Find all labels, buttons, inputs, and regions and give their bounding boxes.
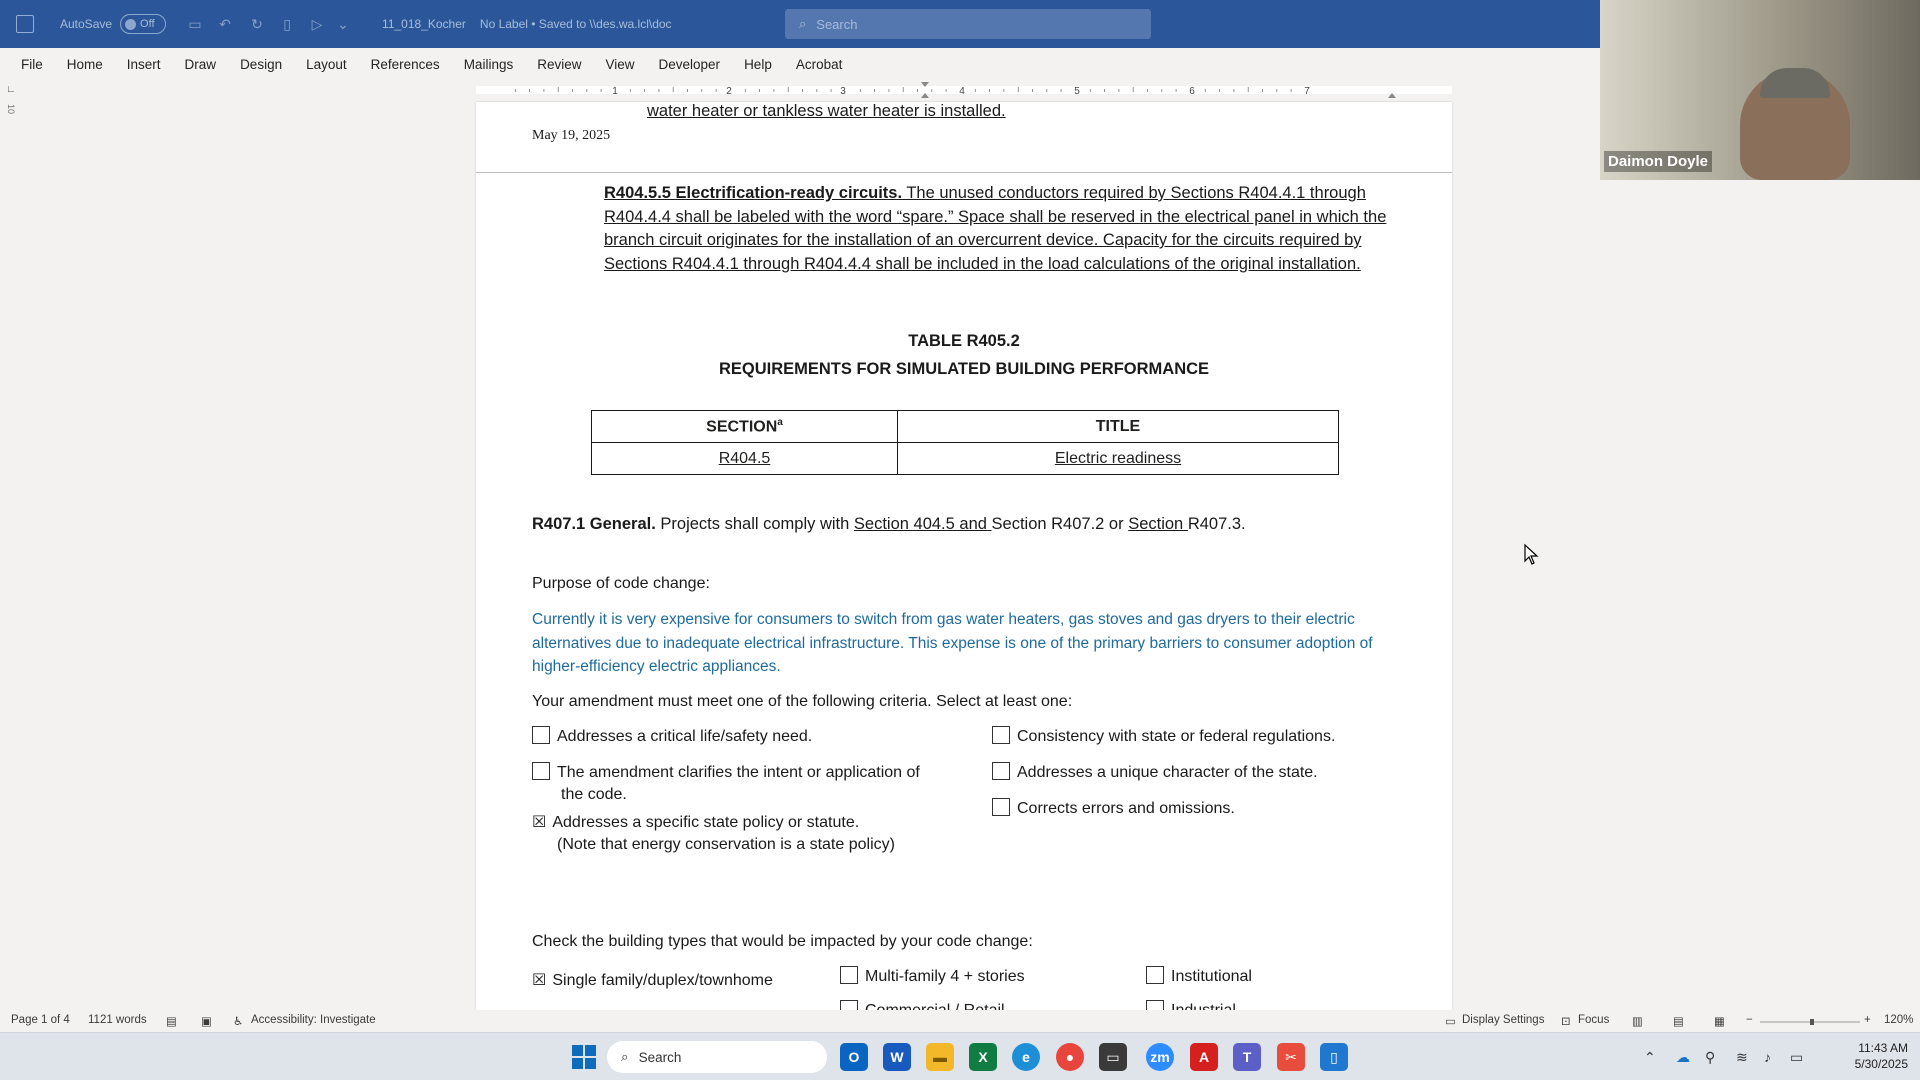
status-bar (0, 1010, 1920, 1032)
new-doc-icon[interactable]: ▯ (283, 16, 291, 32)
display-settings[interactable]: Display Settings (1462, 1014, 1545, 1026)
ribbon-tabs (0, 48, 1600, 80)
vertical-ruler-number: 10 (6, 104, 16, 115)
r4071-text-d: Section (1128, 515, 1188, 533)
title-bar (0, 0, 1600, 48)
network-icon[interactable]: ⚲ (1705, 1049, 1716, 1065)
building-institutional[interactable] (1146, 966, 1252, 988)
criteria-unique[interactable] (992, 762, 1318, 784)
building-multifamily-label: Multi-family 4 + stories (865, 968, 1025, 985)
tab-review[interactable]: Review (537, 56, 582, 72)
taskbar-search[interactable] (607, 1041, 827, 1073)
wifi-icon[interactable]: ≋ (1736, 1049, 1748, 1065)
customize-qat-icon[interactable]: ⌄ (337, 16, 349, 32)
snipping-tool-icon[interactable]: ✂ (1277, 1043, 1305, 1071)
r4071-text-c: Section R407.2 or (991, 515, 1129, 533)
windows-start-icon[interactable] (572, 1045, 596, 1069)
checkbox-unchecked[interactable] (992, 798, 1010, 816)
autosave-label: AutoSave (60, 17, 113, 31)
checkbox-unchecked[interactable] (532, 762, 550, 780)
tray-overflow-icon[interactable]: ⌃ (1644, 1049, 1656, 1065)
checkbox-unchecked[interactable] (992, 762, 1010, 780)
taskbar (0, 1032, 1920, 1080)
zoom-slider-thumb (1810, 1019, 1814, 1025)
purpose-label: Purpose of code change: (532, 575, 710, 592)
undo-icon[interactable]: ↶ (219, 16, 231, 32)
print-layout-icon[interactable]: ▤ (1673, 1016, 1684, 1028)
table-header-section (592, 411, 898, 443)
ruler-number: 5 (1074, 86, 1080, 97)
checkbox-unchecked[interactable] (840, 966, 858, 984)
teams-icon[interactable]: T (1233, 1043, 1261, 1071)
table-row (592, 443, 1339, 475)
tab-draw[interactable]: Draw (184, 56, 217, 72)
zoom-level[interactable]: 120% (1884, 1014, 1914, 1026)
read-aloud-icon[interactable]: ▷ (311, 16, 323, 32)
ruler-number: 6 (1189, 86, 1195, 97)
table-cell-section: R404.5 (592, 443, 898, 475)
criteria-state-policy-note: (Note that energy conservation is a state policy) (557, 836, 895, 853)
criteria-state-policy[interactable] (532, 812, 859, 834)
building-single-family[interactable] (532, 970, 773, 992)
checkbox-unchecked[interactable] (532, 726, 550, 744)
chrome-icon[interactable]: ● (1056, 1043, 1084, 1071)
building-multifamily[interactable] (840, 966, 1025, 988)
purpose-text: Currently it is very expensive for consumers to switch from gas water heaters, gas stoves and gas dryers to their electric alternatives due to inadequate electrical infrastructure. This expense is one of the primary barriers to consumer adoption of higher-efficiency electric appliances. (532, 611, 1373, 675)
building-label: Check the building types that would be impacted by your code change: (532, 933, 1033, 950)
criteria-consistency[interactable] (992, 726, 1335, 748)
participant-name: Daimon Doyle (1604, 151, 1712, 172)
focus-mode[interactable]: Focus (1578, 1014, 1610, 1026)
criteria-consistency-label: Consistency with state or federal regulations. (1017, 728, 1336, 745)
criteria-life-safety-label: Addresses a critical life/safety need. (557, 728, 813, 745)
proofing-icon[interactable]: ▤ (166, 1016, 177, 1028)
r40455-paragraph (604, 182, 1394, 276)
criteria-clarifies[interactable] (532, 762, 920, 784)
battery-icon[interactable]: ▭ (1790, 1049, 1804, 1065)
table-title: TABLE R405.2 (908, 332, 1020, 350)
r40455-title: R404.5.5 Electrification-ready circuits. (604, 184, 903, 202)
tab-help[interactable]: Help (744, 56, 772, 72)
outlook-icon[interactable]: O (840, 1043, 868, 1071)
document-page[interactable] (476, 102, 1452, 1010)
r4071-paragraph (532, 513, 1246, 537)
zoom-out-icon[interactable]: − (1746, 1014, 1753, 1026)
acrobat-icon[interactable]: A (1190, 1043, 1218, 1071)
search-box[interactable] (785, 9, 1151, 39)
search-icon: ⌕ (799, 16, 807, 31)
vertical-ruler[interactable] (6, 104, 16, 174)
top-line-text: water heater or tankless water heater is installed. (647, 102, 1006, 120)
ruler-number: 1 (612, 86, 618, 97)
horizontal-ruler[interactable] (476, 82, 1452, 98)
tab-acrobat[interactable]: Acrobat (795, 56, 843, 72)
r4071-text-a: Projects shall comply with (655, 515, 854, 533)
terminal-icon[interactable]: ▭ (1099, 1043, 1127, 1071)
accessibility-status[interactable]: Accessibility: Investigate (251, 1014, 376, 1026)
tab-selector[interactable]: ∟ (6, 84, 16, 95)
ruler-number: 7 (1304, 86, 1310, 97)
tab-insert[interactable]: Insert (126, 56, 161, 72)
zoom-in-icon[interactable]: + (1864, 1014, 1871, 1026)
web-layout-icon[interactable]: ▦ (1714, 1016, 1725, 1028)
tab-design[interactable]: Design (240, 56, 283, 72)
video-participant-tile[interactable] (1600, 0, 1920, 180)
table-subtitle: REQUIREMENTS FOR SIMULATED BUILDING PERFORMANCE (718, 360, 1210, 378)
redo-icon[interactable]: ↻ (251, 16, 263, 32)
mouse-cursor-icon (1524, 544, 1540, 566)
app-window-icon[interactable]: ▯ (1320, 1043, 1348, 1071)
macro-icon[interactable]: ▣ (201, 1016, 212, 1028)
building-institutional-label: Institutional (1171, 968, 1252, 985)
word-app-icon[interactable] (16, 15, 34, 33)
word-icon[interactable]: W (883, 1043, 911, 1071)
building-single-family-label: Single family/duplex/townhome (552, 972, 773, 989)
criteria-state-policy-label: Addresses a specific state policy or statute. (552, 814, 860, 831)
tab-developer[interactable]: Developer (658, 56, 721, 72)
checkbox-unchecked[interactable] (1146, 966, 1164, 984)
r40455-body: The unused conductors required by Sections R404.4.1 through R404.4.4 shall be labeled with the word “spare.” Space shall be reserved in the electrical panel in which the branch circuit originates for the installation of an overcurrent device. Capacity for the circuits required by Sections R404.4.1 through R404.4.4 shall be included in the load calculations of the original installation. (604, 184, 1387, 273)
criteria-clarifies-label: The amendment clarifies the intent or application of (557, 764, 920, 781)
table-header-title: TITLE (898, 411, 1339, 443)
toggle-knob (125, 19, 136, 30)
save-icon[interactable]: ▭ (188, 16, 202, 32)
criteria-clarifies-line2: the code. (561, 786, 627, 803)
criteria-label: Your amendment must meet one of the following criteria. Select at least one: (532, 693, 1073, 710)
r4071-text-b: Section 404.5 and (853, 515, 992, 533)
ruler-number: 2 (726, 86, 732, 97)
clock-time: 11:43 AM (1858, 1041, 1908, 1055)
section-header-sup: a (777, 416, 783, 428)
search-placeholder: Search (816, 16, 858, 32)
display-settings-icon[interactable]: ▭ (1445, 1016, 1456, 1028)
zoom-icon[interactable]: zm (1146, 1043, 1174, 1071)
criteria-life-safety[interactable] (532, 726, 812, 748)
tab-mailings[interactable]: Mailings (463, 56, 514, 72)
autosave-state: Off (140, 18, 155, 30)
requirements-table (591, 410, 1339, 475)
ruler-number: 3 (840, 86, 846, 97)
criteria-errors[interactable] (992, 798, 1235, 820)
r4071-title: R407.1 General. (532, 515, 656, 533)
sensitivity-label[interactable]: No Label • Saved to \\des.wa.lcl\doc (479, 17, 672, 31)
table-cell-title: Electric readiness (898, 443, 1339, 475)
zoom-slider[interactable] (1760, 1019, 1860, 1025)
word-count[interactable]: 1121 words (88, 1014, 147, 1026)
file-explorer-icon[interactable]: ▬ (926, 1043, 954, 1071)
read-mode-icon[interactable]: ▥ (1632, 1016, 1643, 1028)
header-divider (476, 172, 1452, 173)
clock-date: 5/30/2025 (1854, 1057, 1908, 1071)
accessibility-icon[interactable]: ♿ (233, 1016, 244, 1028)
checkbox-checked-icon[interactable]: ☒ (532, 972, 547, 989)
header-date: May 19, 2025 (532, 128, 611, 143)
page-count[interactable]: Page 1 of 4 (11, 1014, 70, 1026)
onedrive-icon[interactable]: ☁ (1676, 1049, 1690, 1065)
section-header-text: SECTION (706, 418, 778, 436)
checkbox-unchecked[interactable] (992, 726, 1010, 744)
tab-layout[interactable]: Layout (306, 56, 347, 72)
table-header-row (592, 411, 1339, 443)
focus-icon[interactable]: ⊡ (1561, 1016, 1571, 1028)
system-clock[interactable] (1855, 1040, 1908, 1072)
tab-file[interactable]: File (21, 56, 43, 72)
autosave-toggle[interactable] (120, 14, 166, 34)
r4071-text-e: R407.3. (1187, 515, 1246, 533)
tab-home[interactable]: Home (66, 56, 103, 72)
tab-view[interactable]: View (605, 56, 635, 72)
edge-icon[interactable]: e (1012, 1043, 1040, 1071)
criteria-errors-label: Corrects errors and omissions. (1017, 800, 1235, 817)
tab-references[interactable]: References (370, 56, 440, 72)
ruler-number: 4 (959, 86, 965, 97)
taskbar-search-label: Search (638, 1049, 682, 1065)
search-icon: ⌕ (621, 1049, 629, 1064)
excel-icon[interactable]: X (969, 1043, 997, 1071)
document-title[interactable]: 11_018_Kocher (382, 17, 466, 31)
volume-icon[interactable]: ♪ (1764, 1049, 1771, 1065)
checkbox-checked-icon[interactable]: ☒ (532, 814, 547, 831)
criteria-unique-label: Addresses a unique character of the state. (1017, 764, 1318, 781)
